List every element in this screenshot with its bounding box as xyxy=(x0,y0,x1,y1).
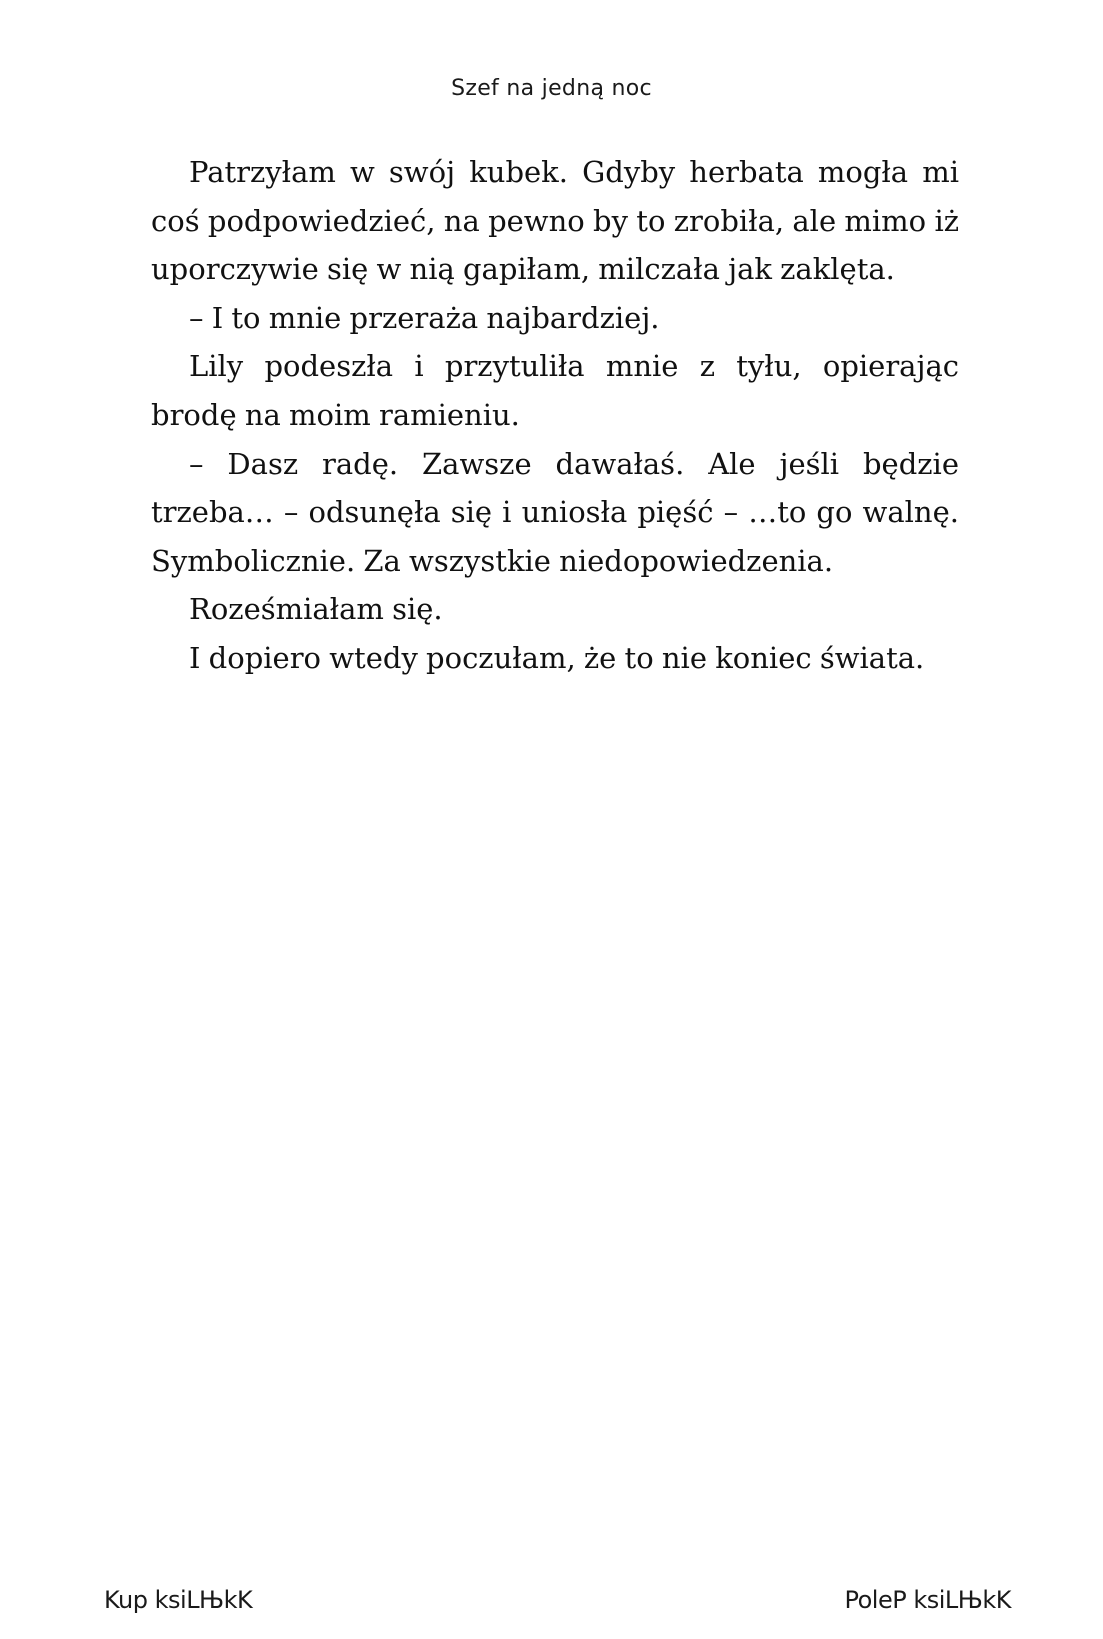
paragraph: – I to mnie przeraża najbardziej. xyxy=(189,300,660,335)
paragraph: Roześmiałam się. xyxy=(189,592,443,627)
recommend-book-link[interactable]: PoleP ksiLЊkK xyxy=(844,1586,1011,1614)
running-header: Szef na jedną noc xyxy=(451,76,652,101)
paragraph: – Dasz radę. Zawsze dawałaś. Ale jeśli będzie trzeba… – odsunęła się i uniosła pięść – …to go walnę. Symbolicznie. Za wszystkie niedopowiedzenia. xyxy=(151,446,959,578)
paragraph: Lily podeszła i przytuliła mnie z tyłu, opierając brodę na moim ramieniu. xyxy=(151,349,959,432)
page-body xyxy=(151,148,959,683)
paragraph: I dopiero wtedy poczułam, że to nie koniec świata. xyxy=(189,640,925,675)
buy-book-link[interactable]: Kup ksiLЊkK xyxy=(104,1586,253,1614)
paragraph: Patrzyłam w swój kubek. Gdyby herbata mogła mi coś podpowiedzieć, na pewno by to zrobiła, ale mimo iż uporczywie się w nią gapiłam, milczała jak zaklęta. xyxy=(151,155,959,287)
